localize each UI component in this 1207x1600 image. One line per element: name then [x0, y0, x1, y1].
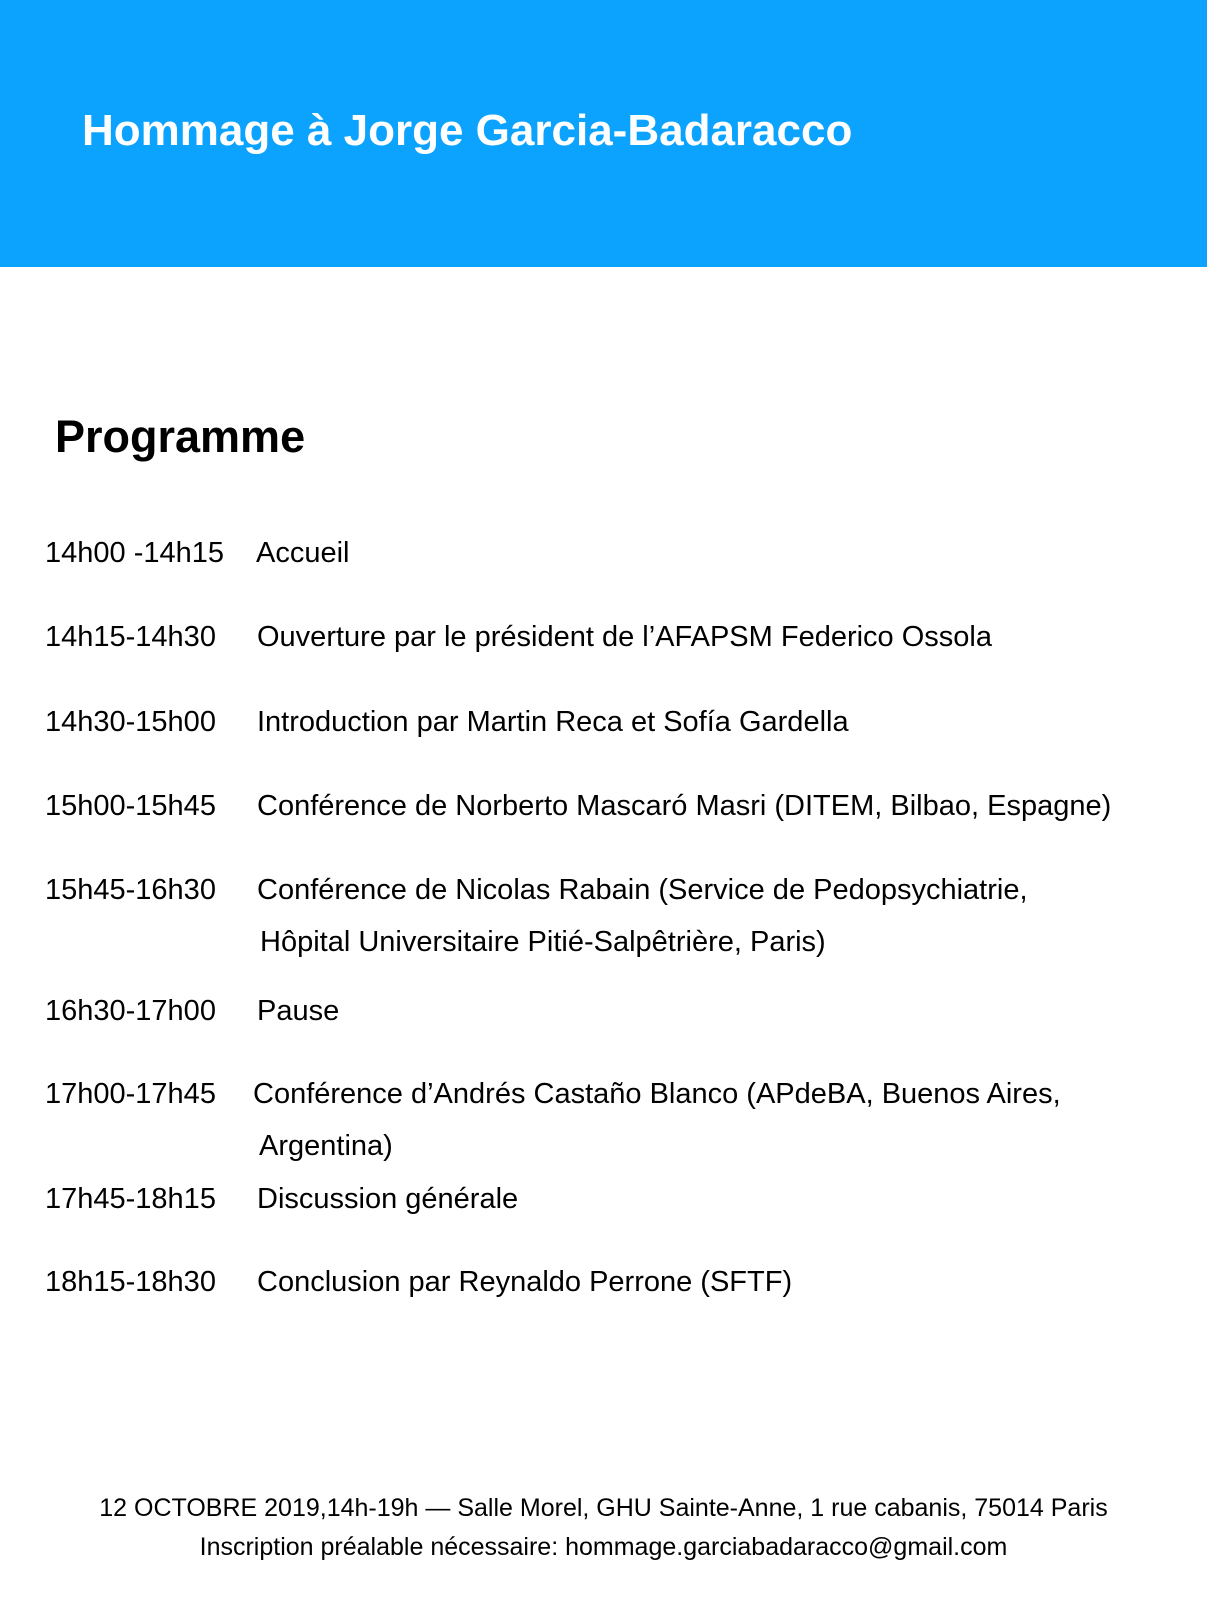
programme-heading: Programme: [55, 411, 306, 462]
event-title: Hommage à Jorge Garcia-Badaracco: [82, 106, 853, 155]
registration-info: Inscription préalable nécessaire: hommage.garciabadaracco@gmail.com: [199, 1533, 1008, 1561]
header-banner: [0, 0, 1207, 267]
schedule-description: Discussion générale: [257, 1183, 519, 1215]
schedule-time: 15h00-15h45: [45, 790, 216, 822]
event-date-location: 12 OCTOBRE 2019,14h-19h — Salle Morel, GHU Sainte-Anne, 1 rue cabanis, 75014 Paris: [99, 1494, 1108, 1522]
schedule-description: Conclusion par Reynaldo Perrone (SFTF): [257, 1266, 793, 1298]
schedule-description: Conférence d’Andrés Castaño Blanco (APdeBA, Buenos Aires,: [253, 1078, 1061, 1110]
schedule-description-continued: Hôpital Universitaire Pitié-Salpêtrière, Paris): [260, 926, 826, 958]
schedule-description: Conférence de Norberto Mascaró Masri (DITEM, Bilbao, Espagne): [257, 790, 1112, 822]
schedule-description: Conférence de Nicolas Rabain (Service de Pedopsychiatrie,: [257, 874, 1028, 906]
schedule-description: Ouverture par le président de l’AFAPSM Federico Ossola: [257, 621, 992, 653]
schedule-time: 14h15-14h30: [45, 621, 216, 653]
schedule-time: 18h15-18h30: [45, 1266, 216, 1298]
schedule-time: 14h30-15h00: [45, 706, 216, 738]
schedule-time: 16h30-17h00: [45, 995, 216, 1027]
schedule-time: 14h00 -14h15: [45, 537, 224, 569]
schedule-description: Introduction par Martin Reca et Sofía Gardella: [257, 706, 849, 738]
schedule-description: Accueil: [256, 537, 350, 569]
schedule-time: 17h45-18h15: [45, 1183, 216, 1215]
schedule-time: 17h00-17h45: [45, 1078, 216, 1110]
schedule-description: Pause: [257, 995, 340, 1027]
schedule-description-continued: Argentina): [259, 1130, 393, 1162]
schedule-time: 15h45-16h30: [45, 874, 216, 906]
